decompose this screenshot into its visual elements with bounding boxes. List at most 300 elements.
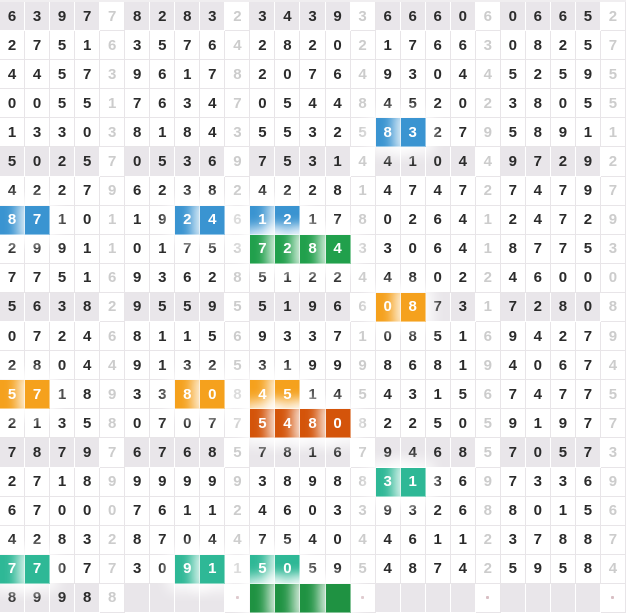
digit-cell: 3 [225,235,250,264]
digit-cell: 5 [50,31,75,60]
digit-cell: 4 [326,380,351,409]
digit-cell: 5 [225,351,250,380]
digit-cell: 4 [451,235,476,264]
digit-cell: 9 [576,177,601,206]
digit-cell: 8 [175,118,200,147]
digit-cell [125,584,150,613]
digit-cell: 0 [75,118,100,147]
digit-cell: 5 [250,118,275,147]
digit-cell: 9 [100,468,125,497]
digit-cell: 9 [476,351,501,380]
digit-cell [376,584,401,613]
digit-cell: 2 [150,177,175,206]
digit-cell: 2 [376,409,401,438]
digit-cell: 0 [576,264,601,293]
digit-cell: 7 [100,2,125,31]
digit-cell: 3 [175,351,200,380]
digit-cell: 4 [501,351,526,380]
digit-cell: 3 [100,60,125,89]
digit-cell: 4 [401,438,426,467]
highlighted-digit-cell [275,584,300,613]
digit-cell: 9 [250,322,275,351]
digit-cell: 1 [75,31,100,60]
digit-cell: 7 [75,555,100,584]
digit-cell: 4 [351,526,376,555]
digit-cell: 2 [100,293,125,322]
digit-cell: 7 [50,438,75,467]
digit-cell: 8 [526,89,551,118]
digit-cell: 3 [50,293,75,322]
digit-cell: 5 [451,380,476,409]
digit-cell: 0 [326,31,351,60]
digit-cell: 2 [601,147,626,176]
digit-cell: 3 [125,380,150,409]
digit-cell: 7 [150,438,175,467]
digit-cell: 8 [551,293,576,322]
digit-cell: 6 [451,31,476,60]
digit-cell: 4 [376,264,401,293]
digit-cell: 8 [275,438,300,467]
digit-cell: 9 [125,351,150,380]
digit-cell: 2 [326,264,351,293]
digit-cell: 2 [300,264,325,293]
highlighted-digit-cell: 7 [25,380,50,409]
digit-cell: 1 [476,293,501,322]
digit-cell: 4 [0,526,25,555]
digit-cell: 5 [50,89,75,118]
digit-cell: 4 [451,60,476,89]
digit-cell: 7 [576,438,601,467]
digit-cell: 7 [451,177,476,206]
digit-cell: 4 [376,89,401,118]
digit-cell: 1 [351,177,376,206]
digit-cell: 3 [300,322,325,351]
digit-cell [451,584,476,613]
digit-cell: 3 [601,438,626,467]
highlighted-digit-cell: 4 [250,380,275,409]
highlighted-digit-cell: 3 [376,468,401,497]
digit-cell: 6 [601,497,626,526]
digit-cell: 1 [426,526,451,555]
digit-cell: 9 [75,438,100,467]
highlighted-digit-cell: 5 [250,409,275,438]
digit-cell: 9 [125,293,150,322]
digit-cell: 3 [50,118,75,147]
digit-cell: 3 [25,118,50,147]
digit-cell: 2 [426,118,451,147]
digit-cell: 9 [100,380,125,409]
digit-cell: 3 [351,235,376,264]
digit-cell: 7 [25,322,50,351]
digit-cell: 2 [0,351,25,380]
digit-cell: 9 [300,468,325,497]
digit-cell: 2 [351,31,376,60]
digit-cell: 2 [526,293,551,322]
digit-cell: 6 [326,438,351,467]
digit-cell [476,584,501,613]
highlighted-digit-cell: 7 [250,235,275,264]
highlighted-digit-cell: 7 [25,555,50,584]
digit-cell: 1 [75,264,100,293]
digit-cell: 7 [326,206,351,235]
digit-cell: 8 [225,380,250,409]
digit-cell: 0 [601,264,626,293]
digit-cell: 1 [601,118,626,147]
digit-cell: 5 [551,555,576,584]
digit-cell: 1 [476,235,501,264]
digit-cell: 1 [275,264,300,293]
digit-cell: 0 [0,89,25,118]
digit-cell: 4 [326,89,351,118]
digit-cell: 5 [275,147,300,176]
digit-cell: 9 [125,264,150,293]
digit-cell: 9 [175,468,200,497]
digit-cell: 7 [501,438,526,467]
digit-cell: 3 [551,468,576,497]
digit-cell: 0 [526,351,551,380]
digit-cell: 7 [601,526,626,555]
digit-cell: 6 [125,177,150,206]
highlighted-digit-cell: 2 [175,206,200,235]
digit-cell: 7 [25,264,50,293]
digit-cell: 8 [75,584,100,613]
digit-cell: 6 [426,206,451,235]
digit-cell: 9 [501,409,526,438]
digit-cell: 1 [300,380,325,409]
digit-cell: 3 [601,235,626,264]
digit-cell: 7 [526,526,551,555]
digit-cell: 8 [75,468,100,497]
digit-cell: 8 [326,468,351,497]
digit-cell: 3 [326,497,351,526]
digit-cell: 7 [551,206,576,235]
digit-cell: 6 [175,264,200,293]
digit-cell: 0 [426,60,451,89]
digit-cell: 6 [275,497,300,526]
digit-cell: 2 [225,497,250,526]
digit-cell: 6 [476,322,501,351]
digit-cell: 5 [576,31,601,60]
digit-cell: 7 [200,60,225,89]
digit-cell: 9 [576,147,601,176]
digit-cell: 9 [601,468,626,497]
digit-cell: 1 [551,497,576,526]
digit-cell: 6 [426,235,451,264]
digit-cell: 4 [376,555,401,584]
digit-cell: 9 [326,351,351,380]
digit-cell: 1 [300,206,325,235]
digit-cell: 6 [526,2,551,31]
digit-cell: 9 [225,147,250,176]
digit-cell: 8 [100,409,125,438]
digit-cell: 0 [250,89,275,118]
highlighted-digit-cell: 1 [401,468,426,497]
highlighted-digit-cell: 7 [0,555,25,584]
digit-cell: 4 [601,555,626,584]
digit-cell: 5 [576,89,601,118]
highlighted-digit-cell: 0 [275,555,300,584]
digit-cell: 9 [225,468,250,497]
digit-cell: 0 [150,555,175,584]
digit-cell: 6 [200,147,225,176]
digit-cell: 4 [376,380,401,409]
digit-cell: 3 [476,31,501,60]
digit-cell: 2 [0,468,25,497]
digit-cell: 1 [351,322,376,351]
digit-cell: 1 [300,438,325,467]
digit-cell: 4 [526,380,551,409]
digit-cell: 4 [501,264,526,293]
highlighted-digit-cell: 8 [300,235,325,264]
digit-cell: 9 [551,409,576,438]
digit-cell: 2 [0,235,25,264]
digit-cell: 7 [501,177,526,206]
digit-cell: 2 [250,60,275,89]
digit-cell: 1 [451,351,476,380]
digit-cell [200,584,225,613]
digit-cell: 8 [25,438,50,467]
digit-cell: 3 [275,322,300,351]
digit-cell: 7 [351,438,376,467]
digit-cell: 4 [275,2,300,31]
digit-cell: 9 [551,118,576,147]
digit-cell: 0 [75,497,100,526]
digit-cell: 7 [75,2,100,31]
digit-cell: 0 [451,89,476,118]
digit-cell: 1 [275,351,300,380]
digit-cell: 8 [501,497,526,526]
digit-cell: 2 [25,526,50,555]
digit-cell: 5 [75,147,100,176]
digit-cell: 6 [576,468,601,497]
digit-cell: 5 [250,264,275,293]
highlighted-digit-cell: 2 [275,235,300,264]
digit-cell: 4 [376,147,401,176]
digit-cell: 7 [250,526,275,555]
digit-cell: 2 [50,322,75,351]
digit-cell [601,584,626,613]
digit-cell: 8 [100,584,125,613]
digit-cell: 6 [326,293,351,322]
digit-cell: 0 [551,264,576,293]
digit-cell: 8 [275,468,300,497]
highlighted-digit-cell: 8 [401,293,426,322]
digit-cell: 4 [476,60,501,89]
digit-cell: 3 [526,468,551,497]
digit-cell: 2 [150,2,175,31]
digit-cell: 4 [225,526,250,555]
digit-cell: 3 [225,118,250,147]
digit-cell: 2 [0,31,25,60]
digit-cell: 2 [551,322,576,351]
digit-cell: 1 [175,322,200,351]
digit-cell: 4 [426,177,451,206]
digit-cell: 0 [376,206,401,235]
digit-cell: 0 [501,2,526,31]
digit-cell: 1 [50,206,75,235]
digit-cell: 9 [501,147,526,176]
digit-cell: 7 [175,31,200,60]
digit-cell: 0 [50,497,75,526]
digit-cell: 4 [351,147,376,176]
digit-cell: 5 [75,89,100,118]
digit-cell: 8 [576,555,601,584]
digit-cell: 0 [300,497,325,526]
digit-cell: 8 [501,235,526,264]
digit-cell: 7 [426,555,451,584]
digit-cell: 2 [300,177,325,206]
placeholder-dot-icon [611,596,614,599]
digit-cell: 3 [501,89,526,118]
digit-cell: 6 [100,31,125,60]
digit-cell: 1 [150,322,175,351]
digit-cell: 9 [150,206,175,235]
digit-cell: 5 [351,380,376,409]
digit-cell: 1 [150,351,175,380]
digit-cell: 3 [125,31,150,60]
digit-cell: 7 [526,235,551,264]
digit-cell: 9 [25,584,50,613]
digit-cell: 3 [250,351,275,380]
digit-cell: 6 [225,322,250,351]
digit-cell: 6 [0,497,25,526]
digit-cell: 3 [501,526,526,555]
digit-cell: 5 [501,118,526,147]
digit-cell: 1 [476,206,501,235]
digit-cell: 0 [501,31,526,60]
digit-cell: 1 [576,118,601,147]
digit-cell: 5 [225,293,250,322]
digit-cell: 7 [125,89,150,118]
digit-cell: 7 [501,293,526,322]
highlighted-digit-cell: 3 [401,118,426,147]
digit-cell: 8 [401,264,426,293]
digit-cell: 7 [551,380,576,409]
digit-cell: 7 [576,322,601,351]
digit-cell: 1 [326,147,351,176]
digit-cell: 7 [601,177,626,206]
digit-cell: 6 [401,526,426,555]
digit-cell: 8 [451,438,476,467]
digit-cell: 4 [451,206,476,235]
digit-cell: 5 [476,409,501,438]
digit-cell: 0 [576,293,601,322]
digit-cell: 7 [501,380,526,409]
digit-cell: 6 [551,351,576,380]
digit-cell: 3 [150,380,175,409]
digit-cell: 6 [401,2,426,31]
digit-cell: 5 [576,2,601,31]
digit-cell: 6 [150,497,175,526]
digit-cell: 0 [451,2,476,31]
digit-cell: 7 [326,322,351,351]
digit-cell: 6 [476,380,501,409]
digit-cell: 5 [275,118,300,147]
digit-cell: 5 [551,438,576,467]
digit-cell: 3 [451,293,476,322]
digit-cell: 6 [25,293,50,322]
digit-cell: 7 [25,497,50,526]
digit-cell: 1 [175,60,200,89]
digit-cell: 3 [175,147,200,176]
digit-cell: 0 [275,60,300,89]
digit-cell: 7 [426,293,451,322]
digit-cell [501,584,526,613]
digit-cell: 2 [401,206,426,235]
digit-cell: 5 [50,60,75,89]
digit-cell: 9 [25,235,50,264]
digit-cell: 4 [225,31,250,60]
digit-cell: 3 [200,2,225,31]
placeholder-dot-icon [361,596,364,599]
digit-cell: 6 [451,497,476,526]
digit-cell: 3 [100,118,125,147]
digit-cell: 7 [150,526,175,555]
digit-cell: 7 [100,555,125,584]
digit-cell: 4 [25,60,50,89]
digit-cell: 0 [426,264,451,293]
digit-cell: 1 [526,409,551,438]
digit-cell: 0 [50,351,75,380]
digit-cell: 9 [150,468,175,497]
digit-cell: 2 [601,2,626,31]
digit-cell: 3 [175,177,200,206]
digit-cell: 1 [0,118,25,147]
digit-cell: 2 [476,89,501,118]
digit-cell: 4 [351,264,376,293]
digit-cell: 6 [526,264,551,293]
digit-cell: 5 [351,555,376,584]
digit-cell: 3 [250,468,275,497]
digit-cell: 7 [0,438,25,467]
digit-cell: 3 [25,2,50,31]
digit-cell: 5 [426,322,451,351]
digit-cell: 4 [200,526,225,555]
digit-cell: 5 [351,118,376,147]
digit-cell: 7 [175,235,200,264]
digit-cell: 5 [576,235,601,264]
digit-cell: 5 [275,89,300,118]
digit-cell: 0 [50,555,75,584]
digit-cell: 6 [426,2,451,31]
digit-cell: 5 [426,409,451,438]
digit-cell: 1 [200,497,225,526]
digit-cell: 5 [250,293,275,322]
digit-cell: 8 [225,264,250,293]
highlighted-digit-cell: 5 [0,380,25,409]
digit-cell: 0 [526,438,551,467]
digit-cell: 0 [0,322,25,351]
digit-cell: 1 [125,206,150,235]
digit-cell: 6 [401,351,426,380]
digit-cell: 8 [125,118,150,147]
digit-cell: 1 [275,293,300,322]
digit-cell: 9 [100,177,125,206]
digit-cell: 9 [50,584,75,613]
digit-cell: 8 [200,438,225,467]
digit-cell: 8 [601,293,626,322]
placeholder-dot-icon [236,596,239,599]
digit-cell: 5 [601,60,626,89]
digit-cell: 2 [426,89,451,118]
digit-cell: 8 [125,2,150,31]
digit-cell: 4 [300,526,325,555]
digit-cell [576,584,601,613]
digit-cell: 3 [351,2,376,31]
digit-cell: 2 [225,177,250,206]
digit-cell: 9 [300,293,325,322]
digit-cell: 9 [526,555,551,584]
